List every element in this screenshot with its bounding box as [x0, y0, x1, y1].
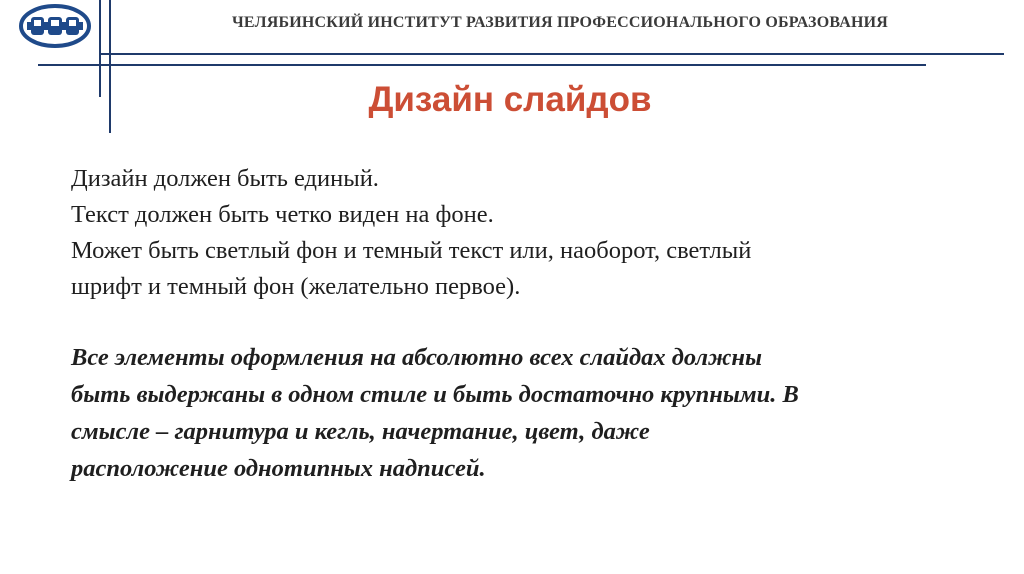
emphasis-line: смысле – гарнитура и кегль, начертание, цвет, даже [71, 418, 650, 445]
divider-vertical-left [99, 0, 101, 97]
emphasis-text [71, 339, 991, 487]
body-line: Дизайн должен быть единый. [71, 165, 379, 192]
body-line: Может быть светлый фон и темный текст или, наоборот, светлый [71, 237, 752, 264]
institute-logo-icon [19, 3, 91, 49]
emphasis-line: расположение однотипных надписей. [71, 455, 486, 482]
slide-title: Дизайн слайдов [368, 80, 652, 119]
body-text [71, 161, 971, 305]
divider-horizontal-bottom [38, 64, 926, 66]
organization-header: ЧЕЛЯБИНСКИЙ ИНСТИТУТ РАЗВИТИЯ ПРОФЕССИОНАЛЬНОГО ОБРАЗОВАНИЯ [231, 14, 889, 31]
emphasis-line: Все элементы оформления на абсолютно всех слайдах должны [71, 344, 763, 371]
divider-vertical-right [109, 0, 111, 133]
emphasis-line: быть выдержаны в одном стиле и быть достаточно крупными. В [71, 381, 799, 408]
body-line: Текст должен быть четко виден на фоне. [71, 201, 494, 228]
body-line: шрифт и темный фон (желательно первое). [71, 273, 521, 300]
divider-horizontal-top [99, 53, 1004, 55]
